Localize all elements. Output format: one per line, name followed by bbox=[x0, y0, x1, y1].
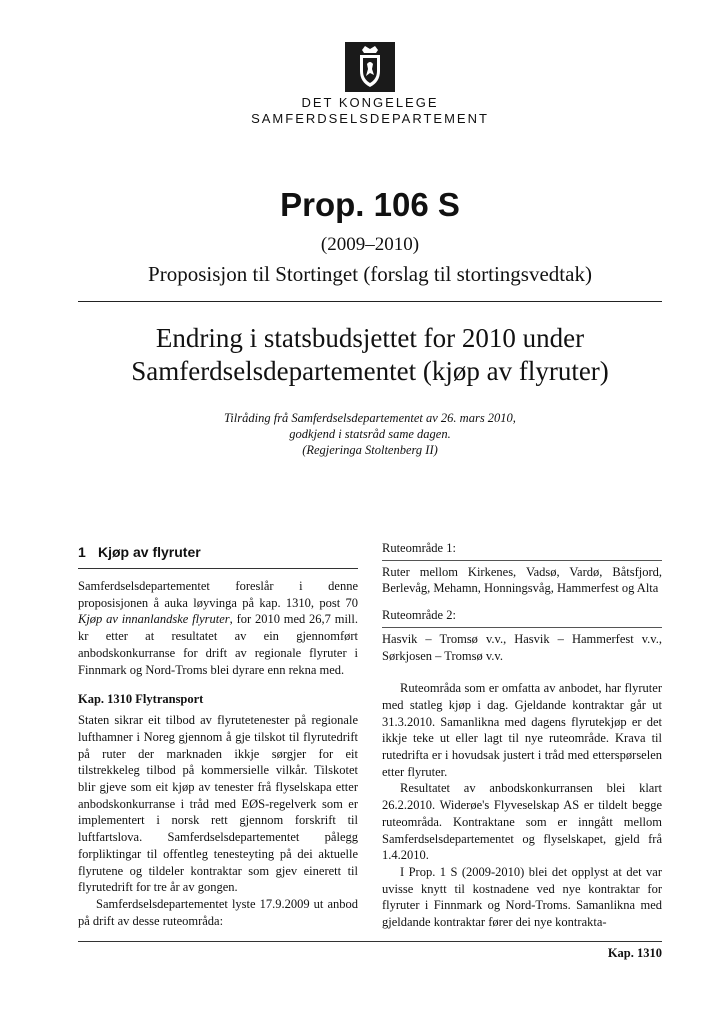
document-subtitle: Proposisjon til Stortinget (forslag til stortingsvedtak) bbox=[148, 262, 592, 286]
section-number: 1 bbox=[78, 544, 86, 560]
approval-line2: godkjend i statsråd same dagen. bbox=[289, 427, 451, 441]
route-area-1-label: Ruteområde 1: bbox=[382, 540, 662, 561]
route-area-2-label: Ruteområde 2: bbox=[382, 607, 662, 628]
intro-text-part1: Samferdselsdepartementet foreslår i denne proposisjonen å auka løyvinga på kap. 1310, post 70 bbox=[78, 579, 358, 610]
approval-note bbox=[120, 410, 620, 458]
section-title: Kjøp av flyruter bbox=[98, 544, 201, 560]
intro-text-part2: , for 2010 med 26,7 mill. kr etter at resultatet av ein gjennomført anbodskonkurranse for drift av regionale flyruter i Finnmark og Nord-Troms blei dyrare enn rekna med. bbox=[78, 612, 358, 677]
title-divider bbox=[78, 301, 662, 302]
royal-lion-crest-icon bbox=[345, 42, 395, 92]
route-area-2-text: Hasvik – Tromsø v.v., Hasvik – Hammerfest v.v., Sørkjosen – Tromsø v.v. bbox=[382, 631, 662, 663]
department-name-line1: DET KONGELEGE bbox=[301, 95, 439, 110]
department-name-line2: SAMFERDSELSDEPARTEMENT bbox=[251, 111, 489, 126]
body-paragraph-3: I Prop. 1 S (2009-2010) blei det opplyst at det var uvisse knytt til kostnadene ved nye kontraktar for flyruter i Finnmark og Nord-Troms. Samanlikna med gjeldande kontraktar fører dei nye kontrakta- bbox=[382, 864, 662, 930]
session-years: (2009–2010) bbox=[320, 234, 420, 255]
left-column bbox=[78, 540, 358, 929]
body-paragraph-1: Ruteområda som er omfatta av anbodet, har flyruter med statleg kjøp i dag. Gjeldande kontraktar går ut 31.3.2010. Samanlikna med dagens flyrutekjøp er det ikkje teke ut eller lagt til nye ruteområde. Krava til rutedrifta er i hovudsak justert i tråd med etterspørselen etter flyruter. bbox=[382, 681, 662, 779]
intro-paragraph bbox=[78, 578, 358, 678]
government-name: (Regjeringa Stoltenberg II) bbox=[302, 443, 438, 457]
proposition-number: Prop. 106 S bbox=[280, 186, 460, 223]
footer-chapter-label: Kap. 1310 bbox=[607, 946, 662, 960]
chapter-paragraph-1: Staten sikrar eit tilbod av flyrutetenester på regionale lufthamner i Noreg gjennom å gje tilskot til flyrutedrift på ruter der marknaden ikkje sørgjer for eit tilstrekkeleg tilbod på kommersielle vilkår. Tilskotet blir gjeve som eit kjøp av tenester frå flyselskapa etter anbodskonkurranse i tråd med EØS-regelverk som er implementert i norsk rett gjennom forskrift til luftfartslova. Samferdselsdepartementet pålegg forpliktingar til offentleg tenesteyting på dei aktuelle flyrutene og tildeler kontraktar som gjev einerett til flyrutedrift for tre år av gongen. bbox=[78, 713, 358, 895]
main-title bbox=[70, 322, 670, 388]
footer-divider bbox=[78, 941, 662, 942]
chapter-paragraph-2: Samferdselsdepartementet lyste 17.9.2009 ut anbod på drift av desse ruteområda: bbox=[78, 896, 358, 928]
body-paragraph-2: Resultatet av anbodskonkurransen blei klart 26.2.2010. Widerøe's Flyveselskap AS er tildelt begge ruteområda. Kontraktane som er inngått mellom Samferdselsdepartementet og flyselskapet, gjeld frå 1.4.2010. bbox=[382, 781, 662, 863]
intro-post-name: Kjøp av innanlandske flyruter bbox=[78, 612, 230, 627]
section-heading bbox=[78, 544, 358, 569]
route-area-1-text: Ruter mellom Kirkenes, Vadsø, Vardø, Båtsfjord, Berlevåg, Mehamn, Honningsvåg, Hammerfest og Alta bbox=[382, 564, 662, 596]
main-title-line1: Endring i statsbudsjettet for 2010 under bbox=[155, 323, 585, 353]
right-column bbox=[382, 540, 662, 931]
approval-line1: Tilråding frå Samferdselsdepartementet av 26. mars 2010, bbox=[224, 411, 516, 425]
chapter-heading: Kap. 1310 Flytransport bbox=[78, 692, 204, 707]
main-title-line2: Samferdselsdepartementet (kjøp av flyruter) bbox=[131, 356, 609, 386]
